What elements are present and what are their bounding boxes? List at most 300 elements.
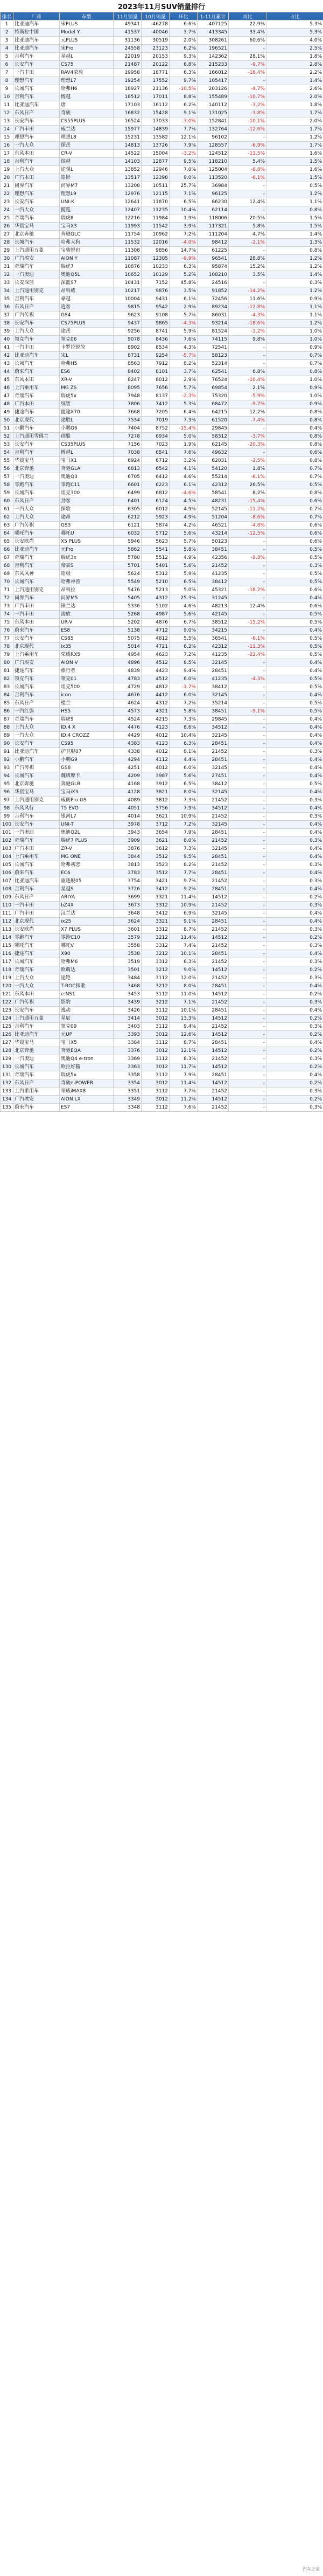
prev-month-cell: 3812	[142, 797, 170, 805]
share-cell: 1.8%	[266, 101, 323, 109]
table-row	[1, 611, 323, 619]
mom-cell: 8.2%	[170, 861, 198, 869]
rank-cell: 7	[1, 69, 13, 77]
yoy-cell: -14.2%	[229, 287, 266, 295]
table-row	[1, 457, 323, 465]
month-sales-cell: 12641	[114, 198, 142, 206]
share-cell: 1.4%	[266, 271, 323, 279]
header-row	[1, 12, 323, 20]
mom-cell: 6.3%	[170, 740, 198, 748]
share-cell: 0.8%	[266, 368, 323, 376]
model-cell: 宝马iX3	[60, 788, 114, 797]
share-cell: 0.9%	[266, 344, 323, 352]
ytd-cell: 28451	[198, 869, 229, 877]
yoy-cell: -	[229, 732, 266, 740]
share-cell: 0.3%	[266, 974, 323, 982]
ytd-cell: 14512	[198, 1047, 229, 1055]
table-row	[1, 239, 323, 247]
maker-cell: 奇瑞汽车	[13, 554, 60, 562]
model-cell: 哈弗M6	[60, 958, 114, 966]
mom-cell: 11.4%	[170, 894, 198, 902]
prev-month-cell: 15428	[142, 109, 170, 117]
mom-cell: 10.1%	[170, 1007, 198, 1015]
yoy-cell: -	[229, 991, 266, 999]
rank-cell: 86	[1, 708, 13, 716]
rank-cell: 25	[1, 214, 13, 223]
table-body	[1, 20, 323, 1112]
model-cell: 元Pro	[60, 546, 114, 554]
model-cell: 奇骏	[60, 109, 114, 117]
maker-cell: 比亚迪汽车	[13, 101, 60, 109]
yoy-cell: -	[229, 918, 266, 926]
rank-cell: 94	[1, 772, 13, 780]
month-sales-cell: 4476	[114, 724, 142, 732]
ytd-cell: 52145	[198, 505, 229, 514]
rank-cell: 90	[1, 740, 13, 748]
rank-cell: 58	[1, 481, 13, 489]
mom-cell: 7.6%	[170, 449, 198, 457]
yoy-cell: -	[229, 934, 266, 942]
ytd-cell: 32145	[198, 910, 229, 918]
month-sales-cell: 4954	[114, 651, 142, 659]
model-cell: 宝马X3	[60, 223, 114, 231]
ytd-cell: 14512	[198, 1015, 229, 1023]
ytd-cell: 142362	[198, 53, 229, 61]
yoy-cell: -11.2%	[229, 505, 266, 514]
month-sales-cell: 10652	[114, 271, 142, 279]
month-sales-cell: 6601	[114, 481, 142, 489]
month-sales-cell: 6924	[114, 457, 142, 465]
rank-cell: 119	[1, 974, 13, 982]
mom-cell: 8.2%	[170, 360, 198, 368]
rank-cell: 13	[1, 117, 13, 126]
model-cell: 宋L	[60, 352, 114, 360]
rank-cell: 57	[1, 473, 13, 481]
yoy-cell: 5.8%	[229, 223, 266, 231]
share-cell: 0.6%	[266, 449, 323, 457]
share-cell: 1.0%	[266, 392, 323, 400]
mom-cell: 7.2%	[170, 231, 198, 239]
model-cell: 奔驰GLA	[60, 465, 114, 473]
yoy-cell: -12.5%	[229, 530, 266, 538]
model-cell: 宋PLUS	[60, 20, 114, 29]
mom-cell: 5.8%	[170, 546, 198, 554]
rank-cell: 30	[1, 255, 13, 263]
rank-cell: 43	[1, 360, 13, 368]
table-row	[1, 982, 323, 991]
model-cell: Model Y	[60, 29, 114, 37]
mom-cell: -2.3%	[170, 392, 198, 400]
prev-month-cell: 20153	[142, 53, 170, 61]
mom-cell: 5.6%	[170, 530, 198, 538]
yoy-cell: -2.5%	[229, 457, 266, 465]
yoy-cell: -	[229, 748, 266, 756]
month-sales-cell: 17103	[114, 101, 142, 109]
month-sales-cell: 4089	[114, 797, 142, 805]
rank-cell: 37	[1, 311, 13, 320]
rank-cell: 6	[1, 61, 13, 69]
ytd-cell: 89234	[198, 303, 229, 311]
model-cell: CS75PLUS	[60, 320, 114, 328]
ytd-cell: 21452	[198, 926, 229, 934]
yoy-cell: -18.6%	[229, 320, 266, 328]
rank-cell: 27	[1, 231, 13, 239]
model-cell: 捷途X70	[60, 408, 114, 417]
table-row	[1, 675, 323, 683]
mom-cell: 6.0%	[170, 675, 198, 683]
table-row	[1, 449, 323, 457]
maker-cell: 长城汽车	[13, 772, 60, 780]
prev-month-cell: 3312	[142, 942, 170, 950]
yoy-cell: -	[229, 894, 266, 902]
yoy-cell: -	[229, 982, 266, 991]
share-cell: 0.4%	[266, 732, 323, 740]
prev-month-cell: 3012	[142, 1079, 170, 1088]
model-cell: 领克09	[60, 1023, 114, 1031]
prev-month-cell: 4321	[142, 708, 170, 716]
table-row	[1, 433, 323, 441]
month-sales-cell: 3358	[114, 1071, 142, 1079]
prev-month-cell: 8137	[142, 392, 170, 400]
mom-cell: 9.4%	[170, 1023, 198, 1031]
mom-cell: 9.2%	[170, 885, 198, 894]
yoy-cell: -4.7%	[229, 85, 266, 93]
table-row	[1, 77, 323, 85]
ytd-cell: 38412	[198, 578, 229, 586]
month-sales-cell: 21487	[114, 61, 142, 69]
rank-cell: 134	[1, 1096, 13, 1104]
ytd-cell: 21452	[198, 942, 229, 950]
yoy-cell: -	[229, 829, 266, 837]
table-row	[1, 748, 323, 756]
table-row	[1, 861, 323, 869]
month-sales-cell: 8095	[114, 384, 142, 392]
model-cell: 护卫舰07	[60, 748, 114, 756]
maker-cell: 特斯拉中国	[13, 29, 60, 37]
table-row	[1, 594, 323, 603]
month-sales-cell: 3538	[114, 950, 142, 958]
month-sales-cell: 3414	[114, 1015, 142, 1023]
mom-cell: 6.1%	[170, 295, 198, 303]
yoy-cell: -	[229, 1063, 266, 1071]
yoy-cell: 12.4%	[229, 198, 266, 206]
month-sales-cell: 3579	[114, 934, 142, 942]
prev-month-cell: 13582	[142, 134, 170, 142]
model-cell: 逍客	[60, 303, 114, 311]
mom-cell: 5.2%	[170, 271, 198, 279]
ytd-cell: 21452	[198, 562, 229, 570]
model-cell: 荣威iMAX8	[60, 1088, 114, 1096]
prev-month-cell: 3012	[142, 1015, 170, 1023]
rank-cell: 14	[1, 126, 13, 134]
maker-cell: 捷途汽车	[13, 950, 60, 958]
yoy-cell: -4.3%	[229, 311, 266, 320]
model-cell: 奥迪Q5L	[60, 271, 114, 279]
ytd-cell: 14512	[198, 1096, 229, 1104]
rank-cell: 39	[1, 328, 13, 336]
share-cell: 1.0%	[266, 328, 323, 336]
yoy-cell: -	[229, 788, 266, 797]
yoy-cell: 2.1%	[229, 384, 266, 392]
month-sales-cell: 7156	[114, 441, 142, 449]
mom-cell: 6.0%	[170, 691, 198, 700]
table-row	[1, 360, 323, 368]
ytd-cell: 29845	[198, 716, 229, 724]
prev-month-cell: 3212	[142, 966, 170, 974]
month-sales-cell: 13208	[114, 182, 142, 190]
month-sales-cell: 3754	[114, 877, 142, 885]
share-cell: 0.4%	[266, 627, 323, 635]
rank-cell: 110	[1, 902, 13, 910]
table-row	[1, 279, 323, 287]
maker-cell: 上汽大众	[13, 514, 60, 522]
table-row	[1, 1071, 323, 1079]
model-cell: 劲客	[60, 497, 114, 505]
share-cell: 0.4%	[266, 869, 323, 877]
rank-cell: 31	[1, 263, 13, 271]
table-row	[1, 910, 323, 918]
share-cell: 0.3%	[266, 958, 323, 966]
yoy-cell: -	[229, 958, 266, 966]
table-row	[1, 198, 323, 206]
rank-cell: 79	[1, 651, 13, 659]
month-sales-cell: 4051	[114, 805, 142, 813]
mom-cell: 6.3%	[170, 263, 198, 271]
share-cell: 0.2%	[266, 1015, 323, 1023]
prev-month-cell: 3112	[142, 1007, 170, 1015]
maker-cell: 一汽大众	[13, 206, 60, 214]
rank-cell: 33	[1, 279, 13, 287]
table-row	[1, 465, 323, 473]
maker-cell: 东风风神	[13, 570, 60, 578]
maker-cell: 奇瑞汽车	[13, 263, 60, 271]
maker-cell: 长城汽车	[13, 489, 60, 497]
prev-month-cell: 6812	[142, 489, 170, 497]
ytd-cell: 118210	[198, 158, 229, 166]
yoy-cell: -	[229, 1071, 266, 1079]
month-sales-cell: 5780	[114, 554, 142, 562]
model-cell: 元UP	[60, 1031, 114, 1039]
mom-cell: 6.8%	[170, 61, 198, 69]
share-cell: 0.8%	[266, 489, 323, 497]
share-cell: 0.4%	[266, 667, 323, 675]
ytd-cell: 38412	[198, 780, 229, 788]
rank-cell: 80	[1, 659, 13, 667]
share-cell: 0.6%	[266, 538, 323, 546]
prev-month-cell: 5923	[142, 514, 170, 522]
yoy-cell: 6.8%	[229, 368, 266, 376]
yoy-cell: -	[229, 182, 266, 190]
prev-month-cell: 3821	[142, 788, 170, 797]
share-cell: 0.4%	[266, 805, 323, 813]
mom-cell: 6.2%	[170, 45, 198, 53]
table-row	[1, 708, 323, 716]
month-sales-cell: 5701	[114, 562, 142, 570]
share-cell: 0.5%	[266, 481, 323, 489]
prev-month-cell: 3312	[142, 926, 170, 934]
mom-cell: 6.4%	[170, 408, 198, 417]
model-cell: 魏牌摩卡	[60, 772, 114, 780]
table-row	[1, 1031, 323, 1039]
share-cell: 0.8%	[266, 206, 323, 214]
table-row	[1, 214, 323, 223]
maker-cell: 零跑汽车	[13, 481, 60, 489]
rank-cell: 69	[1, 570, 13, 578]
ytd-cell: 68472	[198, 400, 229, 408]
model-cell: 理想L8	[60, 134, 114, 142]
share-cell: 0.3%	[266, 942, 323, 950]
yoy-cell: -	[229, 611, 266, 619]
yoy-cell: -	[229, 861, 266, 869]
yoy-cell: -9.7%	[229, 400, 266, 408]
prev-month-cell: 6412	[142, 473, 170, 481]
rank-cell: 70	[1, 578, 13, 586]
ytd-cell: 155489	[198, 93, 229, 101]
rank-cell: 5	[1, 53, 13, 61]
maker-cell: 上汽乘用车	[13, 651, 60, 659]
share-cell: 1.1%	[266, 311, 323, 320]
rank-cell: 122	[1, 999, 13, 1007]
prev-month-cell: 3112	[142, 1023, 170, 1031]
month-sales-cell: 5946	[114, 538, 142, 546]
ytd-cell: 21452	[198, 1023, 229, 1031]
prev-month-cell: 20122	[142, 61, 170, 69]
ytd-cell: 28451	[198, 918, 229, 926]
prev-month-cell: 3112	[142, 1071, 170, 1079]
rank-cell: 26	[1, 223, 13, 231]
rank-cell: 87	[1, 716, 13, 724]
table-row	[1, 740, 323, 748]
share-cell: 0.4%	[266, 910, 323, 918]
rank-cell: 135	[1, 1104, 13, 1112]
model-cell: AION LX	[60, 1096, 114, 1104]
model-cell: MG ZS	[60, 384, 114, 392]
yoy-cell: -	[229, 885, 266, 894]
maker-cell: 北京现代	[13, 417, 60, 425]
maker-cell: 东风本田	[13, 376, 60, 384]
yoy-cell: -	[229, 869, 266, 877]
yoy-cell: -	[229, 740, 266, 748]
prev-month-cell: 8012	[142, 376, 170, 384]
month-sales-cell: 3369	[114, 1055, 142, 1063]
rank-cell: 107	[1, 877, 13, 885]
month-sales-cell: 5405	[114, 594, 142, 603]
header-rank: 排名	[1, 12, 13, 20]
prev-month-cell: 3212	[142, 934, 170, 942]
rank-cell: 72	[1, 594, 13, 603]
share-cell: 0.4%	[266, 691, 323, 700]
ytd-cell: 108210	[198, 271, 229, 279]
prev-month-cell: 4312	[142, 700, 170, 708]
month-sales-cell: 11993	[114, 223, 142, 231]
month-sales-cell: 3453	[114, 991, 142, 999]
maker-cell: 一汽大众	[13, 142, 60, 150]
rank-cell: 62	[1, 514, 13, 522]
prev-month-cell: 4987	[142, 611, 170, 619]
yoy-cell: -	[229, 1015, 266, 1023]
yoy-cell: -	[229, 206, 266, 214]
model-cell: ix35	[60, 643, 114, 651]
share-cell: 0.7%	[266, 514, 323, 522]
share-cell: 0.4%	[266, 821, 323, 829]
rank-cell: 121	[1, 991, 13, 999]
yoy-cell: -	[229, 1104, 266, 1112]
rank-cell: 116	[1, 950, 13, 958]
maker-cell: 吉利汽车	[13, 158, 60, 166]
share-cell: 0.8%	[266, 457, 323, 465]
prev-month-cell: 4812	[142, 635, 170, 643]
month-sales-cell: 12407	[114, 206, 142, 214]
yoy-cell: -	[229, 449, 266, 457]
maker-cell: 北京奔驰	[13, 780, 60, 788]
rank-cell: 75	[1, 619, 13, 627]
yoy-cell: -	[229, 344, 266, 352]
rank-cell: 68	[1, 562, 13, 570]
mom-cell: 4.2%	[170, 522, 198, 530]
model-cell: 哪吒U	[60, 530, 114, 538]
yoy-cell: -	[229, 813, 266, 821]
share-cell: 0.4%	[266, 425, 323, 433]
maker-cell: 奇瑞汽车	[13, 392, 60, 400]
month-sales-cell: 4783	[114, 675, 142, 683]
ytd-cell: 43214	[198, 530, 229, 538]
month-sales-cell: 7278	[114, 433, 142, 441]
prev-month-cell: 8752	[142, 425, 170, 433]
table-row	[1, 320, 323, 328]
mom-cell: 6.6%	[170, 20, 198, 29]
ytd-cell: 42356	[198, 554, 229, 562]
maker-cell: 一汽奥迪	[13, 271, 60, 279]
mom-cell: 7.6%	[170, 336, 198, 344]
mom-cell: -4.3%	[170, 320, 198, 328]
share-cell: 0.9%	[266, 384, 323, 392]
prev-month-cell: 9876	[142, 287, 170, 295]
ytd-cell: 72541	[198, 344, 229, 352]
rank-cell: 1	[1, 20, 13, 29]
model-cell: 哈弗H5	[60, 360, 114, 368]
maker-cell: 上汽通用别克	[13, 287, 60, 295]
yoy-cell: 20.5%	[229, 214, 266, 223]
rank-cell: 92	[1, 756, 13, 764]
share-cell: 1.2%	[266, 320, 323, 328]
share-cell: 0.3%	[266, 562, 323, 570]
rank-cell: 35	[1, 295, 13, 303]
share-cell: 1.7%	[266, 142, 323, 150]
share-cell: 0.5%	[266, 651, 323, 659]
model-cell: 驱逐舰05	[60, 877, 114, 885]
month-sales-cell: 3403	[114, 1023, 142, 1031]
header-model: 车型	[60, 12, 114, 20]
ytd-cell: 64215	[198, 408, 229, 417]
share-cell: 0.9%	[266, 400, 323, 408]
yoy-cell: -2.1%	[229, 239, 266, 247]
rank-cell: 105	[1, 861, 13, 869]
share-cell: 0.5%	[266, 683, 323, 691]
prev-month-cell: 12877	[142, 158, 170, 166]
month-sales-cell: 4524	[114, 716, 142, 724]
mom-cell: 2.0%	[170, 37, 198, 45]
model-cell: HS5	[60, 708, 114, 716]
prev-month-cell: 5312	[142, 570, 170, 578]
maker-cell: 北京奔驰	[13, 465, 60, 473]
table-row	[1, 126, 323, 134]
model-cell: 哈弗神兽	[60, 578, 114, 586]
ytd-cell: 55214	[198, 473, 229, 481]
rank-cell: 99	[1, 813, 13, 821]
month-sales-cell: 24558	[114, 45, 142, 53]
mom-cell: 9.3%	[170, 53, 198, 61]
maker-cell: 吉利汽车	[13, 295, 60, 303]
